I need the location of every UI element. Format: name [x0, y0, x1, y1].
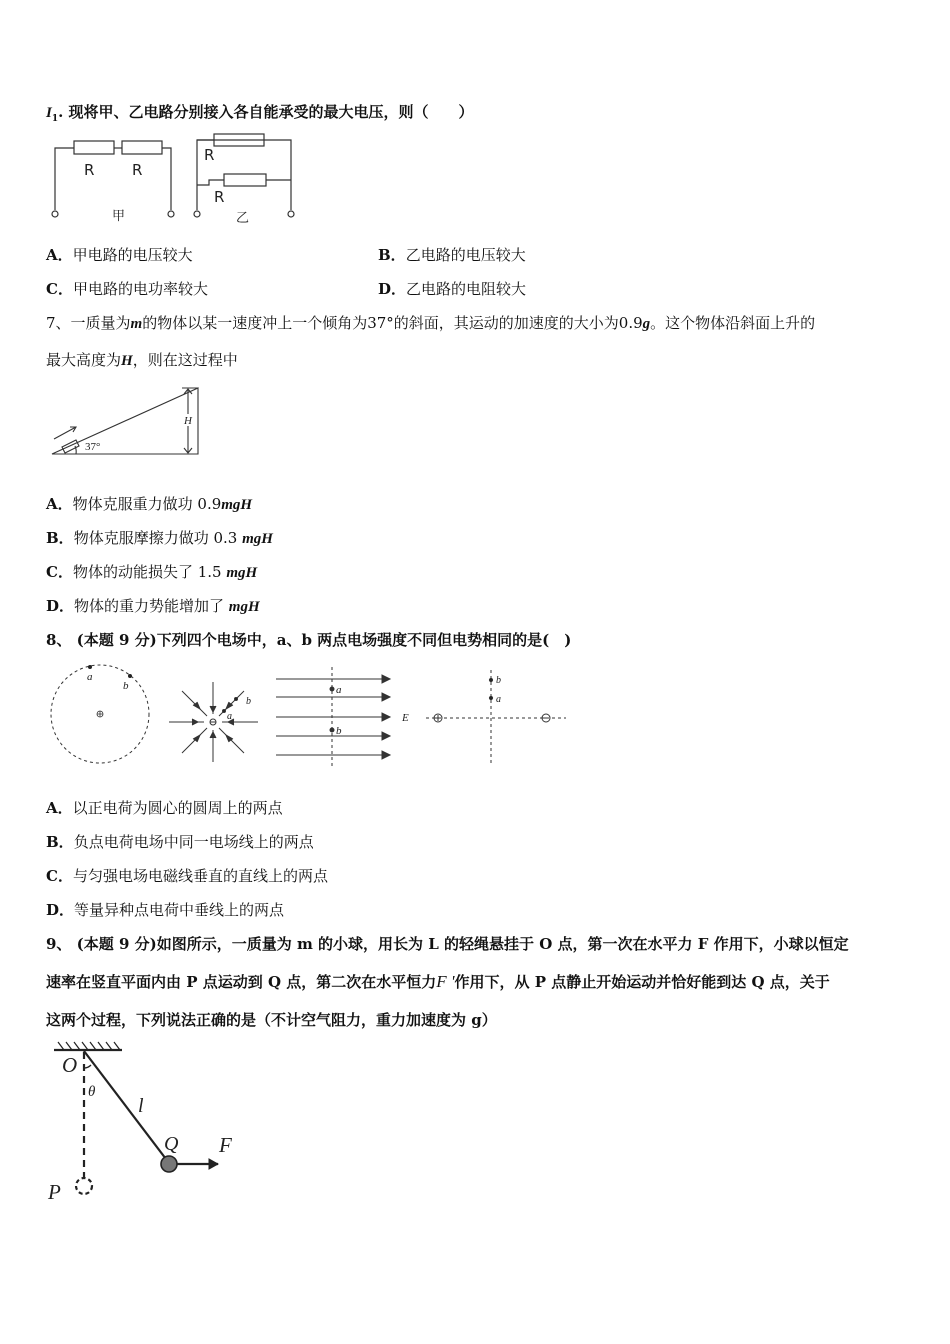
q6-option-a-key: A．: [46, 246, 73, 264]
q7-stem-line-1: [46, 313, 815, 334]
q6-number-sub: 1: [51, 114, 59, 124]
q6-jia-label: 甲: [112, 209, 126, 224]
q6-circuit-figure: [44, 130, 304, 230]
q7-option-b-key: B．: [46, 529, 74, 547]
q7-line1-c: 。这个物体沿斜面上升的: [650, 314, 816, 332]
q6-option-d-key: D．: [378, 280, 407, 298]
q6-option-a-text: 甲电路的电压较大: [72, 246, 193, 264]
q9-label-Q: Q: [164, 1133, 179, 1155]
q8-fig2-a: a: [227, 711, 232, 722]
q8-fig3-uniform-field: [276, 667, 390, 767]
q8-fig2-negative-charge: [169, 682, 258, 762]
q8-option-a: [46, 798, 283, 818]
q7-option-a-key: A．: [46, 495, 73, 513]
q7-line1-b: 的物体以某一速度冲上一个倾角为37°的斜面，其运动的加速度的大小为0.9: [142, 314, 643, 332]
q6-resistor-label-2: R: [132, 161, 143, 179]
q7-var-m: m: [130, 316, 143, 332]
q8-fig1-circle: [51, 665, 149, 763]
q6-option-c-key: C．: [46, 280, 73, 298]
q9-label-theta: θ: [88, 1084, 96, 1100]
q7-line2-a: 最大高度为: [46, 351, 122, 369]
q6-resistor-label-3: R: [204, 146, 215, 164]
q7-line1-a: 7、一质量为: [46, 314, 131, 332]
q7-height-label: H: [184, 415, 192, 427]
q8-field-figure: [44, 662, 574, 772]
q7-option-c: [46, 562, 257, 583]
q7-var-g: g: [642, 316, 651, 332]
q9-label-l: l: [138, 1095, 144, 1117]
q6-stem: [46, 102, 474, 129]
q8-option-b: [46, 832, 314, 852]
q6-resistor-label-4: R: [214, 188, 225, 206]
q6-text: . 现将甲、乙电路分别接入各自能承受的最大电压，则（ ）: [58, 103, 474, 121]
q6-option-c: [46, 279, 208, 299]
q9-stem-line-2: [46, 972, 830, 992]
q8-option-d-text: 等量异种点电荷中垂线上的两点: [74, 901, 285, 919]
q8-fig1-a: a: [87, 671, 93, 683]
q6-option-b-key: B．: [378, 246, 406, 264]
q6-option-b-text: 乙电路的电压较大: [405, 246, 526, 264]
q6-option-c-text: 甲电路的电功率较大: [72, 280, 208, 298]
q9-pendulum-figure: [46, 1040, 246, 1205]
q9-label-F: F: [219, 1133, 232, 1157]
q6-option-d-text: 乙电路的电阻较大: [406, 280, 527, 298]
q8-fig3-a: a: [336, 684, 342, 696]
q8-option-b-key: B．: [46, 833, 74, 851]
q6-number: I: [46, 105, 52, 121]
q8-option-d: [46, 900, 284, 920]
q8-option-a-key: A．: [46, 799, 73, 817]
q6-resistor-label-1: R: [84, 161, 95, 179]
q9-line2-a: 速率在竖直平面内由 P 点运动到 Q 点，第二次在水平恒力: [46, 973, 437, 991]
q8-option-d-key: D．: [46, 901, 75, 919]
q8-fig1-b: b: [123, 680, 129, 692]
q9-stem-line-3: 这两个过程，下列说法正确的是（不计空气阻力，重力加速度为 g）: [46, 1011, 497, 1029]
q7-option-d: [46, 596, 260, 617]
q7-incline-figure: [48, 384, 208, 460]
q9-line2-b: 作用下，从 P 点静止开始运动并恰好能到达 Q 点，关于: [454, 973, 830, 991]
q7-option-c-key: C．: [46, 563, 73, 581]
q6-option-a: [46, 245, 193, 265]
q7-option-d-key: D．: [46, 597, 75, 615]
q7-line2-b: ，则在这过程中: [132, 351, 238, 369]
q7-option-a: [46, 494, 252, 515]
q7-stem-line-2: [46, 350, 238, 371]
q8-option-c: [46, 866, 328, 886]
q7-option-c-text: 物体的动能损失了 1.5: [72, 563, 227, 581]
q8-stem: 8、 (本题 9 分)下列四个电场中，a、b 两点电场强度不同但电势相同的是( ): [46, 631, 572, 649]
q6-option-d: [378, 279, 526, 299]
q7-angle-label: 37°: [85, 441, 101, 453]
q6-option-b: [378, 245, 526, 265]
q7-option-a-text: 物体克服重力做功 0.9: [72, 495, 222, 513]
q6-yi-label: 乙: [236, 211, 250, 226]
q7-option-d-text: 物体的重力势能增加了: [74, 597, 229, 615]
q9-label-P: P: [48, 1180, 61, 1204]
q7-var-H: H: [121, 353, 133, 369]
q8-option-c-key: C．: [46, 867, 73, 885]
q7-option-d-var: mgH: [228, 599, 260, 615]
q7-option-a-var: mgH: [221, 497, 253, 513]
q8-option-c-text: 与匀强电场电磁线垂直的直线上的两点: [72, 867, 328, 885]
q9-stem-line-1: 9、 (本题 9 分)如图所示，一质量为 m 的小球，用长为 L 的轻绳悬挂于 O 点，第一次在水平力 F 作用下，小球以恒定: [46, 935, 849, 953]
q8-fig4-b: b: [496, 675, 501, 686]
q9-var-F-prime: F ': [436, 972, 455, 991]
q8-fig2-b: b: [246, 696, 251, 707]
q8-fig3-b: b: [336, 725, 342, 737]
q7-option-b: [46, 528, 273, 549]
q7-option-b-var: mgH: [242, 531, 273, 547]
q9-label-O: O: [62, 1053, 78, 1077]
q7-option-b-text: 物体克服摩擦力做功 0.3: [73, 529, 243, 547]
q8-fig4-a: a: [496, 694, 501, 705]
q8-option-b-text: 负点电荷电场中同一电场线上的两点: [73, 833, 314, 851]
q8-fig3-E: E: [402, 712, 409, 724]
q7-option-c-var: mgH: [226, 565, 258, 581]
q8-option-a-text: 以正电荷为圆心的圆周上的两点: [72, 799, 283, 817]
